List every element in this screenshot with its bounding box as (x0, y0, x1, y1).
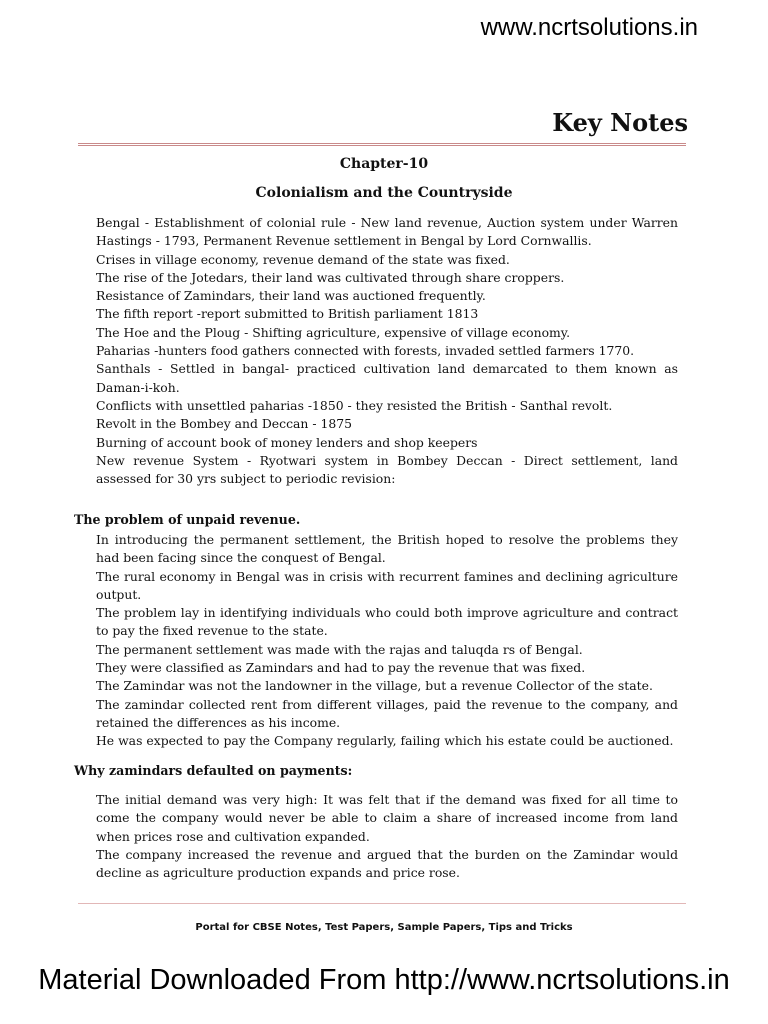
list-item: The problem lay in identifying individuals who could both improve agriculture and contract to pay the fixed revenue to the state. (96, 605, 678, 639)
footer-download-text: Material Downloaded From http://www.ncrtsolutions.in (38, 964, 730, 996)
section-heading-unpaid-revenue: The problem of unpaid revenue. (74, 512, 301, 527)
list-item: Crises in village economy, revenue demand of the state was fixed. (96, 251, 510, 267)
list-item: New revenue System - Ryotwari system in Bombey Deccan - Direct settlement, land assessed for 30 yrs subject to periodic revision: (96, 452, 678, 487)
doc-title: Key Notes (552, 108, 688, 137)
list-item: The company increased the revenue and argued that the burden on the Zamindar would decline as agriculture production expands and price rose. (96, 846, 678, 881)
list-item: The initial demand was very high: It was felt that if the demand was fixed for all time to come the company would never be able to claim a share of increased income from land when prices rose and cultivation expanded. (96, 792, 678, 844)
list-item: The rural economy in Bengal was in crisis with recurrent famines and declining agriculture output. (96, 568, 678, 602)
list-item: The zamindar collected rent from different villages, paid the revenue to the company, and retained the differences as his income. (96, 696, 678, 730)
chapter-title: Colonialism and the Countryside (255, 185, 513, 201)
list-item: He was expected to pay the Company regularly, failing which his estate could be auctioned. (96, 733, 674, 749)
list-item: The Hoe and the Ploug - Shifting agriculture, expensive of village economy. (96, 324, 571, 340)
section-zamindars-defaulted (96, 791, 678, 882)
footer-portal-text: Portal for CBSE Notes, Test Papers, Sample Papers, Tips and Tricks (195, 922, 573, 933)
chapter-number: Chapter-10 (339, 156, 429, 172)
footer-divider (78, 903, 686, 904)
list-item: Santhals - Settled in bangal- practiced cultivation land demarcated to them known as Daman-i-koh. (96, 361, 678, 395)
section-heading-zamindars-defaulted: Why zamindars defaulted on payments: (74, 763, 353, 778)
list-item: Revolt in the Bombey and Deccan - 1875 (96, 416, 352, 432)
list-item: In introducing the permanent settlement, the British hoped to resolve the problems they had been facing since the conquest of Bengal. (96, 532, 678, 566)
list-item: The Zamindar was not the landowner in the village, but a revenue Collector of the state. (96, 678, 653, 694)
site-url: www.ncrtsolutions.in (480, 14, 698, 41)
list-item: Paharias -hunters food gathers connected with forests, invaded settled farmers 1770. (96, 343, 635, 359)
list-item: The rise of the Jotedars, their land was cultivated through share croppers. (96, 269, 565, 285)
list-item: Bengal - Establishment of colonial rule - New land revenue, Auction system under Warren Hastings - 1793, Permanent Revenue settlement in Bengal by Lord Cornwallis. (96, 215, 678, 249)
list-item: Resistance of Zamindars, their land was auctioned frequently. (96, 288, 486, 304)
intro-points (96, 214, 678, 488)
section-unpaid-revenue (96, 531, 678, 751)
list-item: Burning of account book of money lenders and shop keepers (96, 434, 478, 450)
header-divider (78, 143, 686, 146)
list-item: They were classified as Zamindars and had to pay the revenue that was fixed. (96, 660, 586, 676)
list-item: The permanent settlement was made with the rajas and taluqda rs of Bengal. (96, 641, 583, 657)
list-item: Conflicts with unsettled paharias -1850 - they resisted the British - Santhal revolt. (96, 397, 613, 413)
list-item: The fifth report -report submitted to British parliament 1813 (96, 306, 479, 322)
